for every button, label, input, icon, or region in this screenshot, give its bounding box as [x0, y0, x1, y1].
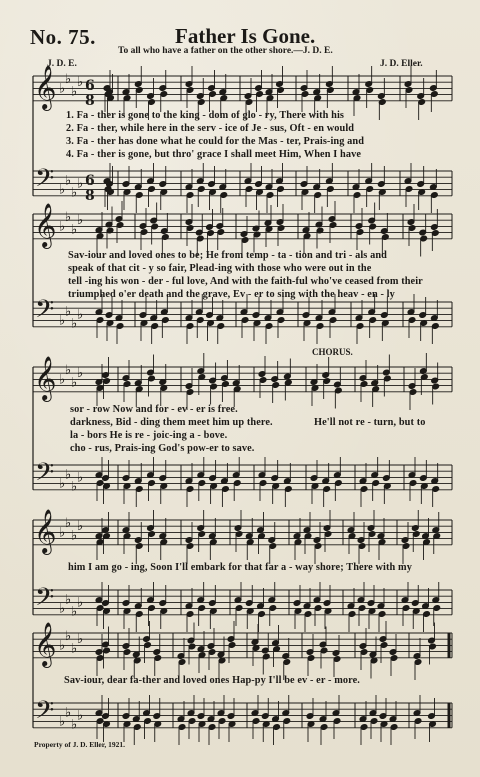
- bass-clef: 𝄢: [35, 583, 55, 618]
- flat-sign: ♭: [71, 316, 78, 332]
- lyric-line: la - bors He is re - joic-ing a - bove.: [70, 430, 228, 441]
- lyric-line: Sav-iour and loved ones to be; He from temp - ta - tion and tri - als and: [68, 250, 387, 261]
- flat-sign: ♭: [65, 592, 72, 608]
- lyric-line: 4. Fa - ther is gone, but thro' grace I shall meet Him, When I have: [66, 149, 362, 160]
- flat-sign: ♭: [77, 595, 84, 611]
- chorus-lyric-line: He'll not re - turn, but to: [314, 417, 426, 428]
- time-signature: 6: [85, 78, 95, 94]
- lyric-line: cho - rus, Prais-ing God's pow-er to save.: [70, 443, 255, 454]
- time-signature: 8: [85, 188, 95, 204]
- flat-sign: ♭: [77, 366, 84, 382]
- flat-sign: ♭: [59, 182, 66, 198]
- treble-clef: 𝄞: [34, 622, 57, 666]
- flat-sign: ♭: [65, 467, 72, 483]
- flat-sign: ♭: [77, 470, 84, 486]
- flat-sign: ♭: [65, 304, 72, 320]
- time-signature: 6: [85, 173, 95, 189]
- composer-credit: J. D. Eller.: [380, 59, 423, 69]
- flat-sign: ♭: [59, 525, 66, 541]
- flat-sign: ♭: [59, 81, 66, 97]
- flat-sign: ♭: [77, 632, 84, 648]
- treble-clef: 𝄞: [34, 356, 57, 400]
- flat-sign: ♭: [71, 84, 78, 100]
- lyric-line: triumphed o'er death and the grave, Ev - er to sing with the heav - en - ly: [68, 289, 395, 300]
- lyric-line: 1. Fa - ther is gone to the king - dom of glo - ry, There with his: [66, 110, 345, 121]
- flat-sign: ♭: [77, 307, 84, 323]
- dedication-line: To all who have a father on the other shore.—J. D. E.: [118, 46, 333, 56]
- flat-sign: ♭: [59, 638, 66, 654]
- flat-sign: ♭: [71, 528, 78, 544]
- flat-sign: ♭: [59, 219, 66, 235]
- lyric-line: him I am go - ing, Soon I'll embark for that far a - way shore; There with my: [68, 562, 412, 573]
- bass-clef: 𝄢: [35, 696, 55, 731]
- flat-sign: ♭: [59, 601, 66, 617]
- lyric-line: Sav-iour, dear fa-ther and loved ones Hap-py I'll be ev - er - more.: [64, 675, 360, 686]
- lyric-line: 2. Fa - ther, while here in the serv - ice of Je - sus, Oft - en would: [66, 123, 355, 134]
- flat-sign: ♭: [59, 714, 66, 730]
- copyright-footer: Property of J. D. Eller, 1921.: [34, 740, 126, 749]
- treble-clef: 𝄞: [34, 509, 57, 553]
- hymn-number: No. 75.: [30, 25, 96, 49]
- flat-sign: ♭: [65, 363, 72, 379]
- treble-clef: 𝄞: [34, 65, 57, 109]
- lyric-line: sor - row Now and for - ev - er is free.: [70, 404, 238, 415]
- flat-sign: ♭: [65, 516, 72, 532]
- flat-sign: ♭: [59, 372, 66, 388]
- flat-sign: ♭: [77, 213, 84, 229]
- bass-clef: 𝄢: [35, 295, 55, 330]
- time-signature: 8: [85, 93, 95, 109]
- flat-sign: ♭: [65, 629, 72, 645]
- flat-sign: ♭: [71, 222, 78, 238]
- lyricist-credit: J. D. E.: [47, 59, 77, 69]
- flat-sign: ♭: [77, 708, 84, 724]
- flat-sign: ♭: [71, 185, 78, 201]
- bass-clef: 𝄢: [35, 164, 55, 199]
- lyric-line: darkness, Bid - ding them meet him up there.: [70, 417, 273, 428]
- flat-sign: ♭: [59, 476, 66, 492]
- lyric-line: 3. Fa - ther has done what he could for the Mas - ter, Prais-ing and: [66, 136, 365, 147]
- flat-sign: ♭: [65, 210, 72, 226]
- flat-sign: ♭: [71, 604, 78, 620]
- flat-sign: ♭: [71, 479, 78, 495]
- flat-sign: ♭: [65, 72, 72, 88]
- chorus-label: CHORUS.: [312, 347, 353, 357]
- treble-clef: 𝄞: [34, 203, 57, 247]
- flat-sign: ♭: [77, 176, 84, 192]
- lyric-line: speak of that cit - y so fair, Plead-ing with those who were out in the: [68, 263, 372, 274]
- flat-sign: ♭: [77, 519, 84, 535]
- flat-sign: ♭: [65, 705, 72, 721]
- lyric-line: tell -ing his won - der - ful love, And with the faith-ful who've ceased from their: [68, 276, 423, 287]
- flat-sign: ♭: [65, 173, 72, 189]
- flat-sign: ♭: [71, 717, 78, 733]
- flat-sign: ♭: [71, 375, 78, 391]
- flat-sign: ♭: [71, 641, 78, 657]
- flat-sign: ♭: [59, 313, 66, 329]
- hymn-title: Father Is Gone.: [175, 24, 316, 48]
- flat-sign: ♭: [77, 75, 84, 91]
- bass-clef: 𝄢: [35, 458, 55, 493]
